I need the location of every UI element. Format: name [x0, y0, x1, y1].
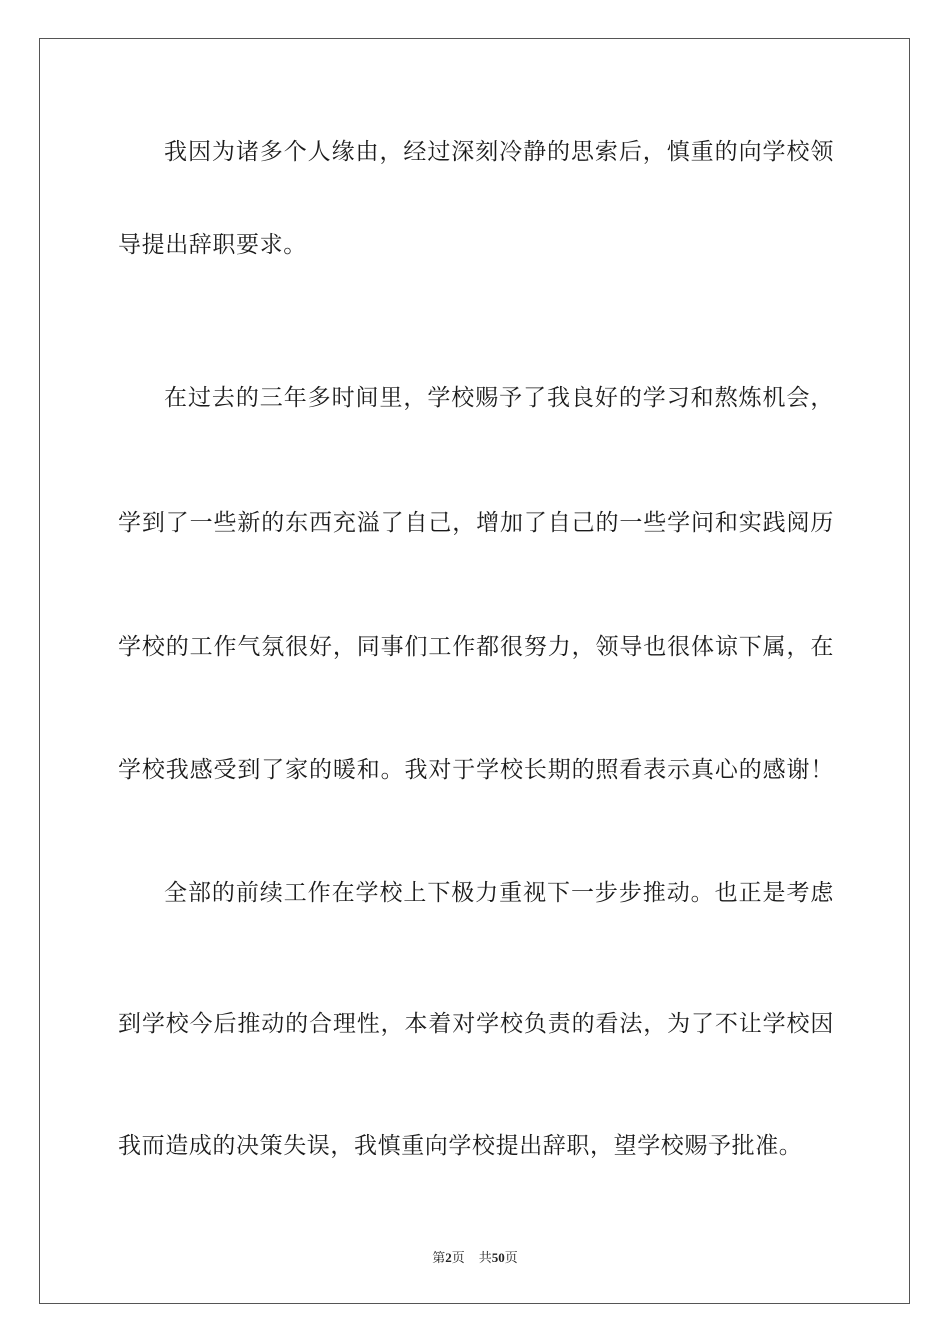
total-prefix: 共 — [478, 1251, 492, 1266]
page-prefix: 第 — [432, 1251, 446, 1266]
total-pages: 50 — [491, 1250, 505, 1265]
paragraph-3-line-2: 到学校今后推动的合理性，本着对学校负责的看法，为了不让学校因 — [118, 1011, 834, 1037]
page-number: 2 — [445, 1250, 452, 1265]
page-footer — [0, 1247, 950, 1266]
paragraph-1-line-2: 导提出辞职要求。 — [118, 232, 307, 258]
paragraph-2-line-3: 学校的工作气氛很好，同事们工作都很努力，领导也很体谅下属，在 — [118, 634, 834, 660]
paragraph-3-line-3: 我而造成的决策失误，我慎重向学校提出辞职，望学校赐予批准。 — [118, 1133, 803, 1159]
paragraph-1-line-1: 我因为诸多个人缘由，经过深刻冷静的思索后，慎重的向学校领 — [164, 139, 834, 165]
paragraph-2-line-4: 学校我感受到了家的暖和。我对于学校长期的照看表示真心的感谢！ — [118, 757, 834, 783]
page-suffix: 页 — [451, 1251, 465, 1266]
paragraph-2-line-1: 在过去的三年多时间里，学校赐予了我良好的学习和熬炼机会， — [164, 385, 834, 411]
paragraph-3-line-1: 全部的前续工作在学校上下极力重视下一步步推动。也正是考虑 — [164, 880, 834, 906]
total-suffix: 页 — [504, 1251, 518, 1266]
page-border — [39, 38, 910, 1304]
paragraph-2-line-2: 学到了一些新的东西充溢了自己，增加了自己的一些学问和实践阅历 — [118, 510, 834, 536]
